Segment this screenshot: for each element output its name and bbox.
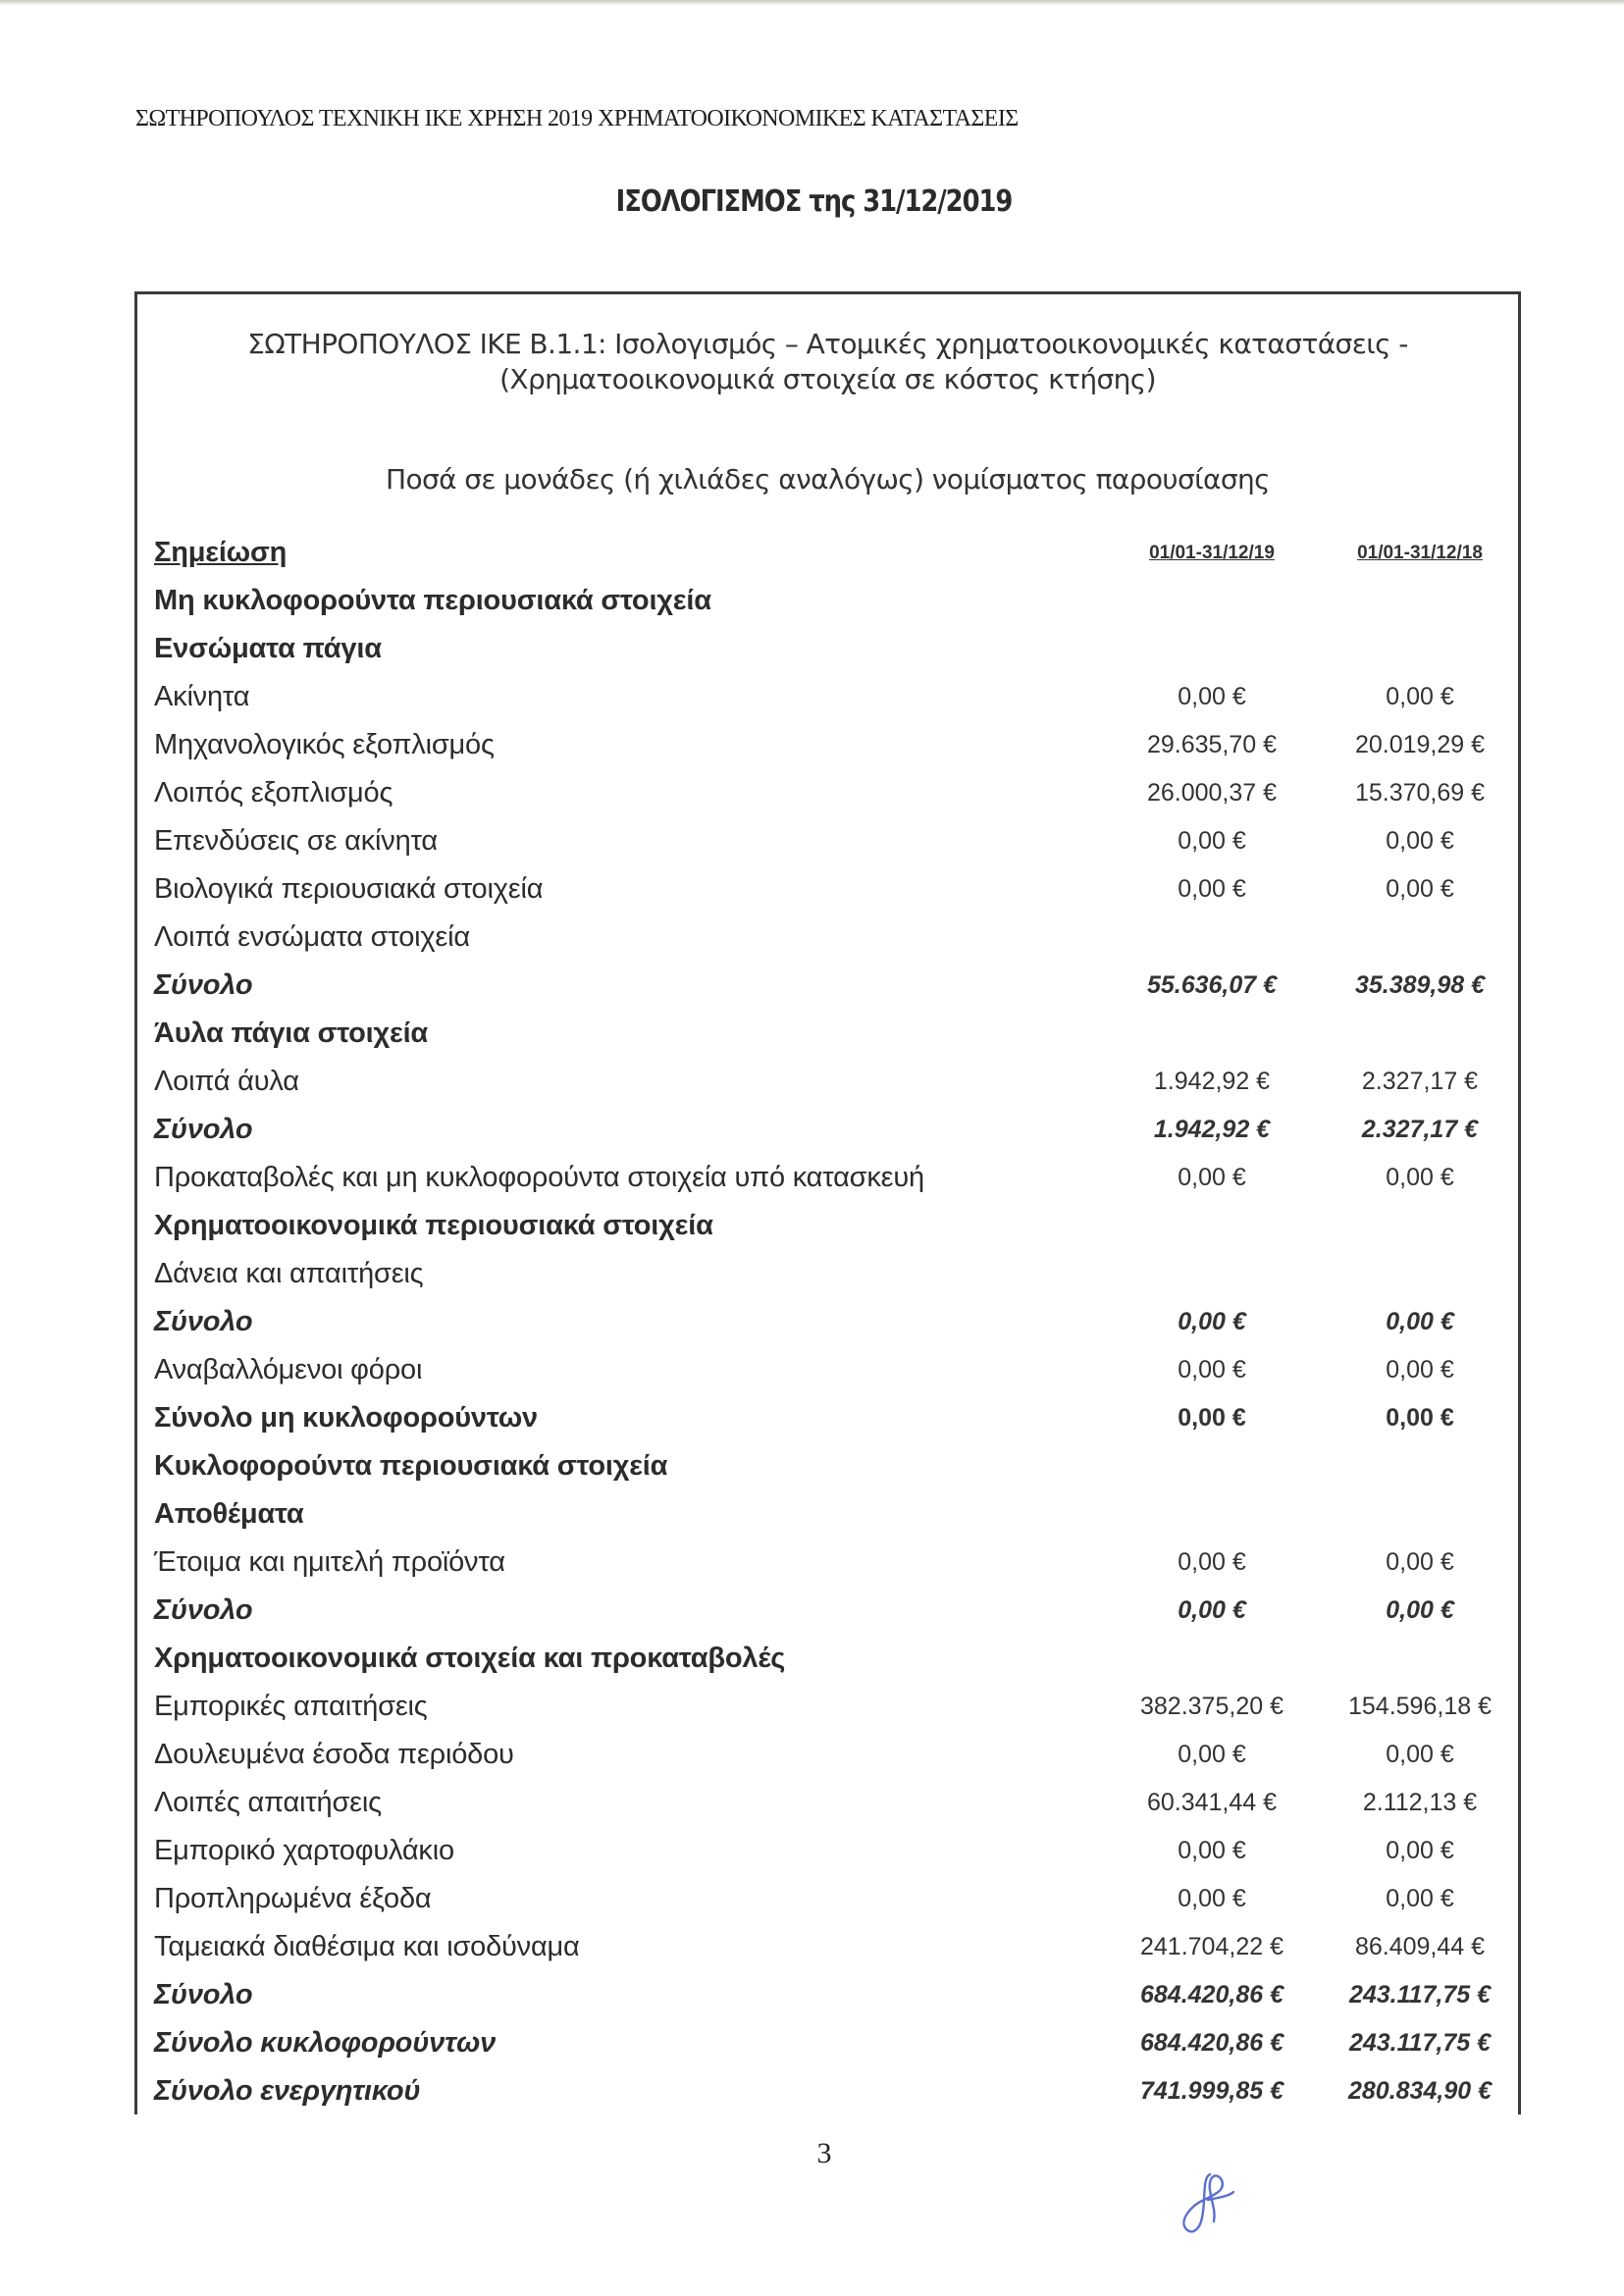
row-label: Έτοιμα και ημιτελή προϊόντα bbox=[154, 1546, 505, 1578]
row-label: Ταμειακά διαθέσιμα και ισοδύναμα bbox=[154, 1931, 580, 1962]
table-row bbox=[137, 962, 1518, 1010]
value-2018: 20.019,29 € bbox=[1354, 731, 1486, 758]
table-row bbox=[137, 1490, 1518, 1539]
table-row bbox=[137, 1923, 1518, 1971]
value-2018: 0,00 € bbox=[1386, 1308, 1454, 1335]
table-row bbox=[137, 2067, 1518, 2115]
value-2019: 55.636,07 € bbox=[1146, 971, 1278, 999]
value-2018: 280.834,90 € bbox=[1348, 2077, 1492, 2105]
table-header-row bbox=[137, 529, 1518, 577]
value-2018: 0,00 € bbox=[1386, 1885, 1454, 1912]
value-2018: 243.117,75 € bbox=[1348, 2029, 1492, 2057]
table-body bbox=[137, 577, 1518, 2115]
table-row bbox=[137, 1346, 1518, 1394]
row-label: Βιολογικά περιουσιακά στοιχεία bbox=[154, 873, 544, 905]
value-2019: 0,00 € bbox=[1178, 683, 1246, 710]
signature-icon bbox=[1173, 2170, 1251, 2239]
table-row bbox=[137, 673, 1518, 721]
document-title: ΙΣΟΛΟΓΙΣΜΟΣ της 31/12/2019 bbox=[615, 184, 1013, 219]
table-row bbox=[137, 1875, 1518, 1923]
value-2019: 0,00 € bbox=[1178, 1596, 1246, 1624]
row-label: Εμπορικές απαιτήσεις bbox=[154, 1691, 428, 1722]
value-2018: 35.389,98 € bbox=[1354, 971, 1486, 999]
page-header: ΣΩΤΗΡΟΠΟΥΛΟΣ ΤΕΧΝΙΚΗ ΙΚΕ ΧΡΗΣΗ 2019 ΧΡΗΜΑΤΟΟΙΚΟΝΟΜΙΚΕΣ ΚΑΤΑΣΤΑΣΕΙΣ bbox=[135, 106, 1019, 131]
page-number: 3 bbox=[816, 2137, 832, 2169]
row-label: Δουλευμένα έσοδα περιόδου bbox=[154, 1739, 514, 1770]
value-2019: 0,00 € bbox=[1178, 875, 1246, 903]
row-label: Κυκλοφορούντα περιουσιακά στοιχεία bbox=[154, 1450, 668, 1482]
value-2018: 0,00 € bbox=[1386, 1548, 1454, 1576]
value-2019: 241.704,22 € bbox=[1140, 1933, 1283, 1960]
table-row bbox=[137, 1202, 1518, 1250]
row-label: Επενδύσεις σε ακίνητα bbox=[154, 825, 438, 857]
row-label: Προπληρωμένα έξοδα bbox=[154, 1883, 432, 1914]
row-label: Αναβαλλόμενοι φόροι bbox=[154, 1354, 423, 1385]
value-2018: 2.327,17 € bbox=[1361, 1068, 1479, 1095]
row-label: Άυλα πάγια στοιχεία bbox=[154, 1018, 429, 1049]
value-2018: 15.370,69 € bbox=[1354, 779, 1486, 807]
table-row bbox=[137, 1250, 1518, 1298]
table-row bbox=[137, 1827, 1518, 1875]
value-2019: 0,00 € bbox=[1178, 1837, 1246, 1864]
value-2018: 2.112,13 € bbox=[1362, 1789, 1478, 1816]
statement-title bbox=[137, 327, 1518, 397]
value-2019: 684.420,86 € bbox=[1140, 2029, 1283, 2057]
value-2018: 0,00 € bbox=[1386, 1404, 1454, 1432]
balance-sheet-frame bbox=[134, 291, 1521, 2114]
column-header-note: Σημείωση bbox=[154, 537, 288, 568]
table-row bbox=[137, 577, 1518, 625]
statement-title-line2: (Χρηματοοικονομικά στοιχεία σε κόστος κτήσης) bbox=[499, 363, 1156, 395]
row-label: Χρηματοοικονομικά στοιχεία και προκαταβολές bbox=[154, 1643, 786, 1674]
table-row bbox=[137, 1106, 1518, 1154]
row-label: Εμπορικό χαρτοφυλάκιο bbox=[154, 1835, 454, 1866]
table-row bbox=[137, 865, 1518, 913]
value-2019: 0,00 € bbox=[1178, 827, 1246, 855]
table-row bbox=[137, 1539, 1518, 1587]
value-2019: 382.375,20 € bbox=[1140, 1693, 1283, 1720]
row-label: Ενσώματα πάγια bbox=[154, 633, 382, 664]
scan-edge bbox=[0, 0, 1624, 6]
table-row bbox=[137, 1587, 1518, 1635]
row-label: Λοιπά άυλα bbox=[154, 1066, 299, 1097]
table-row bbox=[137, 769, 1518, 817]
value-2019: 0,00 € bbox=[1178, 1356, 1246, 1383]
value-2018: 2.327,17 € bbox=[1361, 1116, 1479, 1143]
value-2018: 0,00 € bbox=[1386, 1164, 1454, 1191]
row-label: Σύνολο μη κυκλοφορούντων bbox=[154, 1402, 538, 1434]
balance-sheet-table bbox=[137, 529, 1518, 2115]
row-label: Αποθέματα bbox=[154, 1498, 304, 1530]
value-2019: 684.420,86 € bbox=[1140, 1981, 1283, 2009]
value-2018: 0,00 € bbox=[1386, 1356, 1454, 1383]
row-label: Λοιπά ενσώματα στοιχεία bbox=[154, 921, 470, 953]
value-2019: 0,00 € bbox=[1178, 1308, 1246, 1335]
table-row bbox=[137, 913, 1518, 962]
row-label: Σύνολο κυκλοφορούντων bbox=[154, 2027, 497, 2059]
table-row bbox=[137, 1971, 1518, 2019]
value-2018: 0,00 € bbox=[1386, 683, 1454, 710]
value-2019: 60.341,44 € bbox=[1146, 1789, 1278, 1816]
table-row bbox=[137, 721, 1518, 769]
value-2018: 243.117,75 € bbox=[1348, 1981, 1492, 2009]
value-2019: 0,00 € bbox=[1178, 1548, 1246, 1576]
table-row bbox=[137, 1154, 1518, 1202]
table-row bbox=[137, 1394, 1518, 1442]
table-row bbox=[137, 2019, 1518, 2067]
row-label: Σύνολο bbox=[154, 1114, 253, 1145]
value-2019: 741.999,85 € bbox=[1140, 2077, 1283, 2105]
row-label: Λοιπός εξοπλισμός bbox=[154, 777, 393, 809]
row-label: Μηχανολογικός εξοπλισμός bbox=[154, 729, 495, 760]
value-2019: 0,00 € bbox=[1178, 1164, 1246, 1191]
table-row bbox=[137, 1298, 1518, 1346]
value-2019: 1.942,92 € bbox=[1153, 1116, 1271, 1143]
row-label: Σύνολο ενεργητικού bbox=[154, 2075, 421, 2107]
value-2018: 0,00 € bbox=[1386, 1596, 1454, 1624]
row-label: Σύνολο bbox=[154, 1306, 253, 1337]
column-header-2018: 01/01-31/12/18 bbox=[1357, 542, 1483, 563]
value-2019: 0,00 € bbox=[1178, 1885, 1246, 1912]
value-2019: 1.942,92 € bbox=[1153, 1068, 1271, 1095]
table-row bbox=[137, 1442, 1518, 1490]
statement-title-line1: ΣΩΤΗΡΟΠΟΥΛΟΣ ΙΚΕ Β.1.1: Ισολογισμός – Ατομικές χρηματοοικονομικές καταστάσεις - bbox=[247, 328, 1408, 360]
table-row bbox=[137, 625, 1518, 673]
table-row bbox=[137, 1058, 1518, 1106]
row-label: Σύνολο bbox=[154, 969, 253, 1001]
row-label: Προκαταβολές και μη κυκλοφορούντα στοιχεία υπό κατασκευή bbox=[154, 1162, 924, 1193]
table-row bbox=[137, 1779, 1518, 1827]
table-row bbox=[137, 1635, 1518, 1683]
value-2019: 26.000,37 € bbox=[1146, 779, 1278, 807]
row-label: Λοιπές απαιτήσεις bbox=[154, 1787, 382, 1818]
value-2019: 29.635,70 € bbox=[1146, 731, 1278, 758]
row-label: Χρηματοοικονομικά περιουσιακά στοιχεία bbox=[154, 1210, 713, 1241]
row-label: Σύνολο bbox=[154, 1979, 253, 2010]
value-2018: 154.596,18 € bbox=[1348, 1693, 1492, 1720]
row-label: Μη κυκλοφορούντα περιουσιακά στοιχεία bbox=[154, 585, 711, 616]
value-2018: 0,00 € bbox=[1386, 1741, 1454, 1768]
row-label: Δάνεια και απαιτήσεις bbox=[154, 1258, 424, 1289]
value-2018: 0,00 € bbox=[1386, 1837, 1454, 1864]
row-label: Ακίνητα bbox=[154, 681, 250, 712]
table-row bbox=[137, 817, 1518, 865]
column-header-2019: 01/01-31/12/19 bbox=[1149, 542, 1275, 563]
value-2018: 86.409,44 € bbox=[1354, 1933, 1486, 1960]
value-2018: 0,00 € bbox=[1386, 827, 1454, 855]
table-row bbox=[137, 1010, 1518, 1058]
table-row bbox=[137, 1683, 1518, 1731]
value-2019: 0,00 € bbox=[1178, 1741, 1246, 1768]
value-2018: 0,00 € bbox=[1386, 875, 1454, 903]
statement-subtitle: Ποσά σε μονάδες (ή χιλιάδες αναλόγως) νομίσματος παρουσίασης bbox=[386, 463, 1270, 496]
value-2019: 0,00 € bbox=[1178, 1404, 1246, 1432]
row-label: Σύνολο bbox=[154, 1594, 253, 1626]
table-row bbox=[137, 1731, 1518, 1779]
